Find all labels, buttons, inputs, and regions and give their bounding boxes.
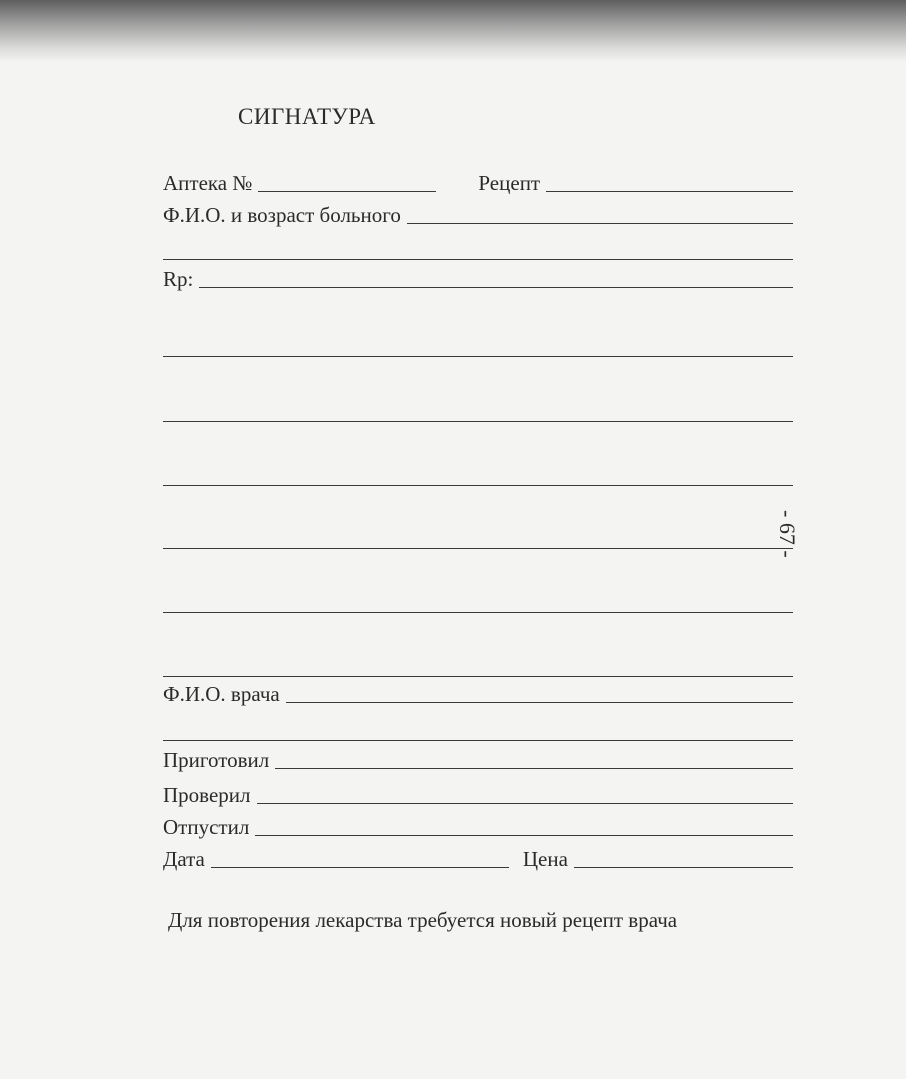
- rp-line-6[interactable]: [163, 612, 793, 613]
- page-number: - 67 -: [775, 510, 800, 558]
- recipe-label: Рецепт: [478, 171, 541, 195]
- dispensed-field[interactable]: [255, 835, 793, 836]
- dispensed-label: Отпустил: [163, 815, 250, 839]
- price-field[interactable]: [574, 867, 793, 868]
- rp-line-2[interactable]: [163, 356, 793, 357]
- rp-field[interactable]: [199, 287, 793, 288]
- rp-line-4[interactable]: [163, 485, 793, 486]
- date-field[interactable]: [211, 867, 509, 868]
- recipe-field[interactable]: [546, 191, 793, 192]
- doctor-field[interactable]: [286, 702, 793, 703]
- rp-line-3[interactable]: [163, 421, 793, 422]
- patient-extra-line[interactable]: [163, 259, 793, 260]
- dispensed-row: [163, 810, 793, 842]
- doctor-extra-line[interactable]: [163, 740, 793, 741]
- prepared-label: Приготовил: [163, 748, 270, 772]
- date-label: Дата: [163, 847, 205, 871]
- prepared-row: [163, 743, 793, 775]
- prepared-field[interactable]: [275, 768, 793, 769]
- patient-row: [163, 198, 793, 230]
- rp-line-5[interactable]: [163, 548, 793, 549]
- price-label: Цена: [522, 847, 568, 871]
- repeat-prescription-note: Для повторения лекарства требуется новый рецепт врача: [168, 908, 678, 932]
- checked-field[interactable]: [257, 803, 794, 804]
- form-title: СИГНАТУРА: [238, 104, 376, 129]
- pharmacy-number-field[interactable]: [258, 191, 436, 192]
- pharmacy-label: Аптека №: [163, 171, 253, 195]
- checked-row: [163, 778, 793, 810]
- checked-label: Проверил: [163, 783, 251, 807]
- doctor-label: Ф.И.О. врача: [163, 682, 280, 706]
- date-price-row: [163, 842, 793, 874]
- patient-label: Ф.И.О. и возраст больного: [163, 203, 401, 227]
- rp-row: [163, 262, 793, 294]
- rp-label: Rp:: [163, 267, 194, 291]
- patient-field[interactable]: [407, 223, 793, 224]
- pharmacy-recipe-row: [163, 166, 793, 198]
- doctor-row: [163, 677, 793, 709]
